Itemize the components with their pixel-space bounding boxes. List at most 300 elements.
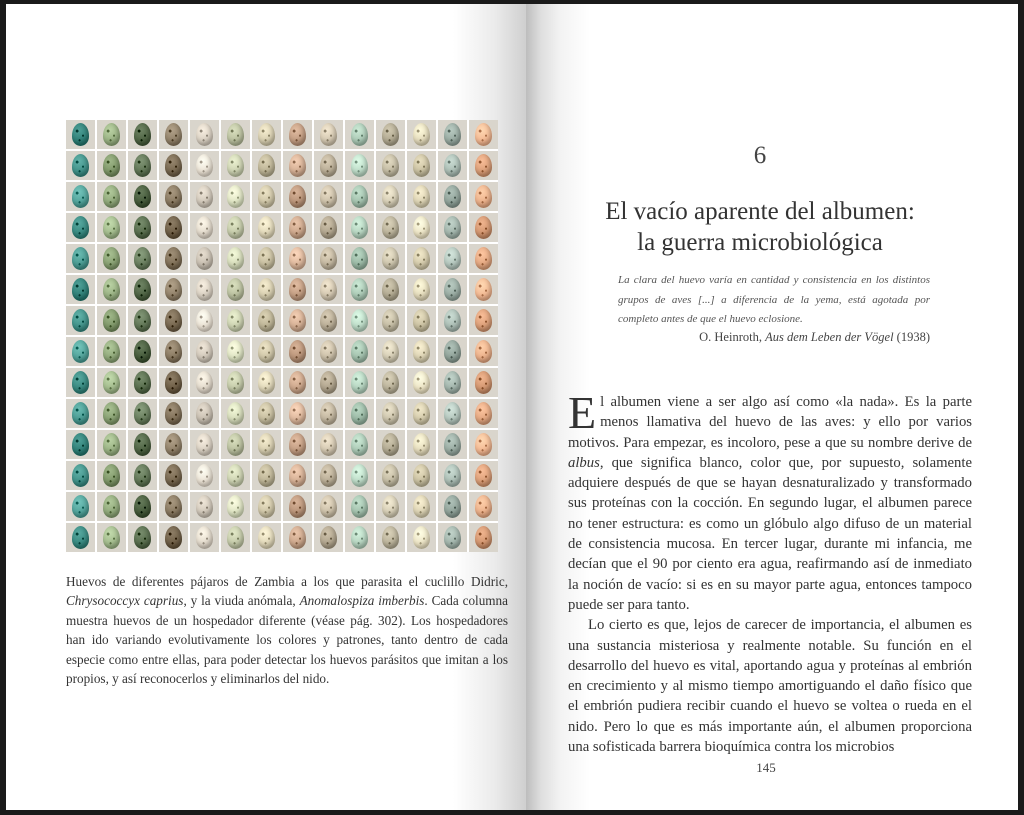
- egg-icon: [134, 526, 151, 549]
- egg-icon: [289, 278, 306, 301]
- egg-icon: [165, 185, 182, 208]
- egg-icon: [72, 185, 89, 208]
- egg-photo-cell: [314, 120, 343, 149]
- egg-icon: [351, 433, 368, 456]
- egg-photo-cell: [128, 120, 157, 149]
- egg-photo-cell: [376, 523, 405, 552]
- egg-photo-cell: [376, 492, 405, 521]
- egg-photo-cell: [283, 430, 312, 459]
- egg-icon: [103, 340, 120, 363]
- caption-species-2: Anomalospiza imberbis: [299, 593, 425, 609]
- egg-icon: [444, 340, 461, 363]
- egg-icon: [258, 526, 275, 549]
- egg-photo-cell: [469, 213, 498, 242]
- egg-icon: [134, 402, 151, 425]
- egg-icon: [134, 123, 151, 146]
- egg-icon: [351, 216, 368, 239]
- egg-icon: [413, 247, 430, 270]
- paragraph-1: [568, 387, 972, 615]
- egg-icon: [320, 340, 337, 363]
- egg-photo-cell: [97, 461, 126, 490]
- egg-photo-cell: [159, 213, 188, 242]
- egg-photo-cell: [66, 306, 95, 335]
- egg-icon: [475, 340, 492, 363]
- egg-photo-cell: [314, 306, 343, 335]
- egg-photo-cell: [66, 275, 95, 304]
- egg-icon: [165, 309, 182, 332]
- egg-icon: [227, 185, 244, 208]
- egg-photo-cell: [283, 275, 312, 304]
- egg-icon: [227, 154, 244, 177]
- egg-icon: [227, 247, 244, 270]
- egg-icon: [196, 402, 213, 425]
- egg-photo-cell: [314, 368, 343, 397]
- egg-photo-cell: [252, 151, 281, 180]
- egg-icon: [413, 340, 430, 363]
- egg-icon: [320, 247, 337, 270]
- egg-photo-cell: [345, 213, 374, 242]
- egg-icon: [351, 464, 368, 487]
- attribution-work: Aus dem Leben der Vögel: [765, 330, 894, 344]
- egg-icon: [258, 278, 275, 301]
- egg-photo-cell: [469, 337, 498, 366]
- epigraph: La clara del huevo varía en cantidad y consistencia en los distintos grupos de aves [...] a diferencia de la yema, está agotada por completo antes de que el huevo eclosione.: [618, 274, 930, 325]
- egg-photo-cell: [221, 120, 250, 149]
- egg-icon: [320, 526, 337, 549]
- egg-icon: [351, 247, 368, 270]
- egg-photo-cell: [469, 120, 498, 149]
- egg-photo-cell: [438, 399, 467, 428]
- egg-photo-cell: [469, 182, 498, 211]
- egg-photo-cell: [438, 275, 467, 304]
- egg-photo-cell: [407, 492, 436, 521]
- egg-icon: [413, 154, 430, 177]
- egg-icon: [289, 247, 306, 270]
- egg-photo-cell: [283, 213, 312, 242]
- paragraph-1-text-b: , que significa blanco, color que, por supuesto, solamente adquiere después de que se hayan desnaturalizado y transformado sus proteínas con la cocción. En segundo lugar, el albumen parece no tener estructura: es como un glóbulo algo difuso de un material de consistencia mucosa. En tercer lugar, durante mi infancia, me decían que el 90 por ciento era agua, reafirmando así de inmediato la noción de vacío: si es en su mayor parte agua, entonces tampoco puede ser para tanto.: [568, 454, 972, 613]
- egg-icon: [72, 495, 89, 518]
- egg-photo-cell: [221, 151, 250, 180]
- egg-icon: [227, 371, 244, 394]
- egg-icon: [475, 371, 492, 394]
- egg-photo-cell: [376, 337, 405, 366]
- egg-photo-cell: [128, 151, 157, 180]
- egg-icon: [289, 526, 306, 549]
- egg-icon: [72, 464, 89, 487]
- egg-photo-cell: [469, 461, 498, 490]
- egg-photo-cell: [407, 213, 436, 242]
- egg-icon: [475, 526, 492, 549]
- egg-icon: [165, 247, 182, 270]
- egg-photo-cell: [97, 399, 126, 428]
- egg-photo-cell: [407, 275, 436, 304]
- egg-icon: [444, 526, 461, 549]
- egg-icon: [320, 402, 337, 425]
- egg-icon: [475, 495, 492, 518]
- egg-photo-cell: [438, 368, 467, 397]
- egg-icon: [72, 526, 89, 549]
- egg-icon: [103, 154, 120, 177]
- egg-photo-cell: [66, 151, 95, 180]
- egg-icon: [165, 340, 182, 363]
- egg-icon: [134, 309, 151, 332]
- egg-photo-cell: [97, 492, 126, 521]
- egg-icon: [134, 185, 151, 208]
- egg-photo-cell: [407, 399, 436, 428]
- egg-photo-cell: [97, 182, 126, 211]
- egg-photo-cell: [159, 244, 188, 273]
- body-text: [568, 387, 972, 757]
- egg-photo-cell: [438, 120, 467, 149]
- egg-photo-cell: [469, 399, 498, 428]
- egg-photo-cell: [97, 244, 126, 273]
- egg-icon: [227, 123, 244, 146]
- egg-icon: [382, 495, 399, 518]
- egg-icon: [165, 154, 182, 177]
- egg-icon: [413, 216, 430, 239]
- egg-icon: [227, 464, 244, 487]
- egg-icon: [320, 371, 337, 394]
- egg-photo-grid: [66, 120, 498, 552]
- egg-photo-cell: [407, 306, 436, 335]
- egg-photo-cell: [407, 461, 436, 490]
- egg-icon: [196, 340, 213, 363]
- egg-icon: [258, 185, 275, 208]
- egg-icon: [72, 309, 89, 332]
- egg-photo-cell: [66, 399, 95, 428]
- egg-icon: [413, 433, 430, 456]
- egg-photo-cell: [66, 492, 95, 521]
- egg-icon: [165, 433, 182, 456]
- egg-photo-cell: [66, 213, 95, 242]
- egg-photo-cell: [159, 182, 188, 211]
- caption-text-1: Huevos de diferentes pájaros de Zambia a los que parasita el cuclillo Didric,: [66, 574, 508, 589]
- egg-photo-cell: [221, 492, 250, 521]
- egg-icon: [475, 247, 492, 270]
- egg-photo-cell: [221, 399, 250, 428]
- egg-photo-cell: [190, 461, 219, 490]
- page-number: 145: [756, 760, 776, 775]
- egg-icon: [289, 371, 306, 394]
- egg-photo-cell: [314, 244, 343, 273]
- egg-icon: [103, 185, 120, 208]
- left-page: [6, 4, 526, 810]
- egg-photo-cell: [438, 523, 467, 552]
- egg-icon: [72, 278, 89, 301]
- egg-photo-cell: [469, 306, 498, 335]
- egg-photo-cell: [376, 399, 405, 428]
- egg-icon: [103, 216, 120, 239]
- egg-icon: [103, 247, 120, 270]
- egg-icon: [165, 495, 182, 518]
- chapter-title: [560, 196, 960, 258]
- egg-photo-cell: [345, 120, 374, 149]
- egg-icon: [475, 278, 492, 301]
- egg-photo-cell: [190, 492, 219, 521]
- egg-photo-cell: [252, 337, 281, 366]
- egg-photo-cell: [66, 182, 95, 211]
- egg-icon: [134, 340, 151, 363]
- egg-icon: [258, 123, 275, 146]
- egg-photo-cell: [66, 368, 95, 397]
- egg-icon: [258, 154, 275, 177]
- egg-photo-cell: [221, 244, 250, 273]
- egg-icon: [103, 495, 120, 518]
- egg-photo-cell: [159, 492, 188, 521]
- egg-photo-cell: [128, 430, 157, 459]
- egg-photo-cell: [283, 120, 312, 149]
- egg-photo-cell: [469, 244, 498, 273]
- egg-photo-cell: [159, 430, 188, 459]
- egg-icon: [444, 278, 461, 301]
- egg-photo-cell: [407, 337, 436, 366]
- egg-photo-cell: [252, 182, 281, 211]
- egg-icon: [382, 123, 399, 146]
- egg-icon: [351, 371, 368, 394]
- egg-icon: [413, 123, 430, 146]
- egg-photo-cell: [314, 523, 343, 552]
- egg-icon: [351, 185, 368, 208]
- egg-photo-cell: [376, 430, 405, 459]
- egg-icon: [258, 402, 275, 425]
- egg-photo-cell: [159, 368, 188, 397]
- egg-icon: [103, 402, 120, 425]
- egg-icon: [165, 526, 182, 549]
- egg-photo-cell: [221, 275, 250, 304]
- egg-icon: [289, 402, 306, 425]
- egg-icon: [382, 340, 399, 363]
- egg-icon: [413, 526, 430, 549]
- egg-icon: [165, 278, 182, 301]
- egg-photo-cell: [221, 523, 250, 552]
- egg-photo-cell: [221, 461, 250, 490]
- egg-photo-cell: [283, 523, 312, 552]
- egg-icon: [72, 123, 89, 146]
- egg-icon: [103, 123, 120, 146]
- egg-icon: [475, 185, 492, 208]
- egg-icon: [289, 216, 306, 239]
- egg-icon: [165, 216, 182, 239]
- egg-icon: [351, 154, 368, 177]
- egg-photo-cell: [438, 492, 467, 521]
- egg-icon: [72, 247, 89, 270]
- egg-photo-cell: [190, 213, 219, 242]
- egg-icon: [320, 495, 337, 518]
- egg-photo-cell: [376, 306, 405, 335]
- egg-icon: [72, 371, 89, 394]
- egg-photo-cell: [376, 182, 405, 211]
- egg-photo-cell: [128, 368, 157, 397]
- egg-photo-cell: [97, 523, 126, 552]
- chapter-title-line-1: El vacío aparente del albumen:: [605, 198, 915, 225]
- egg-icon: [475, 123, 492, 146]
- egg-photo-cell: [469, 492, 498, 521]
- egg-icon: [444, 402, 461, 425]
- egg-icon: [134, 154, 151, 177]
- egg-photo-cell: [283, 368, 312, 397]
- egg-photo-cell: [252, 306, 281, 335]
- egg-photo-cell: [345, 337, 374, 366]
- egg-photo-cell: [469, 275, 498, 304]
- egg-photo-cell: [283, 182, 312, 211]
- egg-photo-cell: [190, 244, 219, 273]
- egg-photo-cell: [376, 120, 405, 149]
- egg-icon: [351, 278, 368, 301]
- egg-photo-cell: [345, 399, 374, 428]
- egg-photo-cell: [345, 368, 374, 397]
- egg-photo-cell: [314, 182, 343, 211]
- egg-icon: [196, 309, 213, 332]
- egg-photo-cell: [345, 492, 374, 521]
- egg-icon: [289, 154, 306, 177]
- egg-photo-cell: [97, 306, 126, 335]
- egg-photo-cell: [97, 213, 126, 242]
- egg-icon: [289, 309, 306, 332]
- egg-icon: [103, 433, 120, 456]
- egg-photo-cell: [190, 399, 219, 428]
- egg-icon: [475, 402, 492, 425]
- egg-icon: [196, 185, 213, 208]
- egg-photo-cell: [407, 182, 436, 211]
- egg-photo-cell: [66, 523, 95, 552]
- egg-icon: [320, 309, 337, 332]
- egg-photo-cell: [469, 430, 498, 459]
- egg-icon: [382, 185, 399, 208]
- egg-photo-cell: [190, 337, 219, 366]
- egg-photo-cell: [252, 461, 281, 490]
- egg-icon: [382, 433, 399, 456]
- egg-icon: [413, 185, 430, 208]
- egg-photo-cell: [469, 151, 498, 180]
- egg-photo-cell: [128, 461, 157, 490]
- egg-icon: [444, 464, 461, 487]
- egg-photo-cell: [314, 151, 343, 180]
- egg-photo-cell: [407, 430, 436, 459]
- egg-icon: [227, 402, 244, 425]
- egg-icon: [289, 123, 306, 146]
- egg-photo-cell: [221, 430, 250, 459]
- egg-icon: [475, 464, 492, 487]
- drop-cap: E: [568, 387, 597, 438]
- egg-icon: [413, 371, 430, 394]
- egg-photo-cell: [345, 151, 374, 180]
- egg-photo-cell: [345, 244, 374, 273]
- egg-icon: [351, 340, 368, 363]
- egg-icon: [134, 433, 151, 456]
- egg-icon: [320, 433, 337, 456]
- egg-photo-cell: [128, 244, 157, 273]
- egg-photo-cell: [407, 151, 436, 180]
- egg-icon: [382, 216, 399, 239]
- egg-icon: [382, 402, 399, 425]
- egg-photo-cell: [128, 523, 157, 552]
- egg-photo-cell: [438, 151, 467, 180]
- egg-icon: [134, 216, 151, 239]
- egg-icon: [196, 123, 213, 146]
- egg-photo-cell: [376, 151, 405, 180]
- egg-icon: [72, 340, 89, 363]
- egg-icon: [196, 495, 213, 518]
- egg-photo-cell: [252, 523, 281, 552]
- epigraph-attribution: [618, 330, 930, 345]
- egg-icon: [103, 371, 120, 394]
- egg-photo-cell: [128, 492, 157, 521]
- egg-icon: [382, 309, 399, 332]
- egg-photo-cell: [438, 337, 467, 366]
- egg-icon: [134, 247, 151, 270]
- egg-icon: [258, 495, 275, 518]
- egg-icon: [227, 433, 244, 456]
- egg-icon: [289, 433, 306, 456]
- egg-icon: [227, 309, 244, 332]
- caption-species-1: Chrysococcyx caprius: [66, 593, 184, 609]
- egg-icon: [103, 526, 120, 549]
- egg-photo-cell: [407, 120, 436, 149]
- egg-photo-cell: [252, 399, 281, 428]
- egg-photo-cell: [376, 275, 405, 304]
- paragraph-2: Lo cierto es que, lejos de carecer de importancia, el albumen es una sustancia misteriosa y realmente notable. Su función en el desarrollo del huevo es vital, aportando agua y proteínas al embrión en crecimiento y al mismo tiempo amortiguando el daño físico que el embrión pudiera recibir cuando el huevo se voltea o rueda en el nido. Pero lo que es más importante aún, el albumen proporciona una sofisticada barrera bioquímica contra los microbios: [568, 617, 972, 756]
- egg-icon: [444, 123, 461, 146]
- egg-icon: [289, 185, 306, 208]
- egg-photo-cell: [314, 430, 343, 459]
- egg-icon: [351, 402, 368, 425]
- egg-photo-cell: [438, 213, 467, 242]
- egg-photo-cell: [469, 523, 498, 552]
- egg-photo-cell: [283, 244, 312, 273]
- egg-photo-cell: [159, 399, 188, 428]
- egg-icon: [72, 154, 89, 177]
- egg-icon: [320, 216, 337, 239]
- egg-photo-cell: [252, 244, 281, 273]
- egg-photo-cell: [190, 430, 219, 459]
- chapter-title-line-2: la guerra microbiológica: [637, 229, 883, 256]
- paragraph-1-text-a: l albumen viene a ser algo así como «la nada». Es la parte menos llamativa del huevo de las aves: y ello por varios motivos. Para empezar, es incoloro, pese a que su nombre derive de: [568, 394, 972, 451]
- egg-photo-cell: [221, 306, 250, 335]
- egg-icon: [165, 402, 182, 425]
- egg-icon: [351, 309, 368, 332]
- chapter-number: 6: [753, 142, 767, 169]
- egg-icon: [413, 278, 430, 301]
- egg-icon: [475, 309, 492, 332]
- egg-icon: [196, 247, 213, 270]
- egg-photo-cell: [128, 399, 157, 428]
- egg-icon: [444, 309, 461, 332]
- egg-photo-cell: [128, 337, 157, 366]
- egg-icon: [382, 278, 399, 301]
- egg-photo-cell: [345, 275, 374, 304]
- attribution-author: O. Heinroth,: [699, 330, 766, 344]
- egg-icon: [351, 495, 368, 518]
- egg-icon: [351, 123, 368, 146]
- egg-icon: [382, 154, 399, 177]
- egg-icon: [444, 154, 461, 177]
- egg-icon: [227, 278, 244, 301]
- egg-photo-cell: [283, 337, 312, 366]
- egg-photo-cell: [159, 120, 188, 149]
- egg-photo-cell: [159, 275, 188, 304]
- egg-icon: [444, 495, 461, 518]
- egg-photo-cell: [128, 275, 157, 304]
- egg-photo-cell: [221, 337, 250, 366]
- egg-photo-cell: [159, 337, 188, 366]
- egg-icon: [289, 340, 306, 363]
- egg-icon: [444, 433, 461, 456]
- egg-photo-cell: [283, 492, 312, 521]
- egg-photo-cell: [252, 492, 281, 521]
- egg-photo-cell: [252, 430, 281, 459]
- egg-icon: [413, 402, 430, 425]
- egg-icon: [320, 185, 337, 208]
